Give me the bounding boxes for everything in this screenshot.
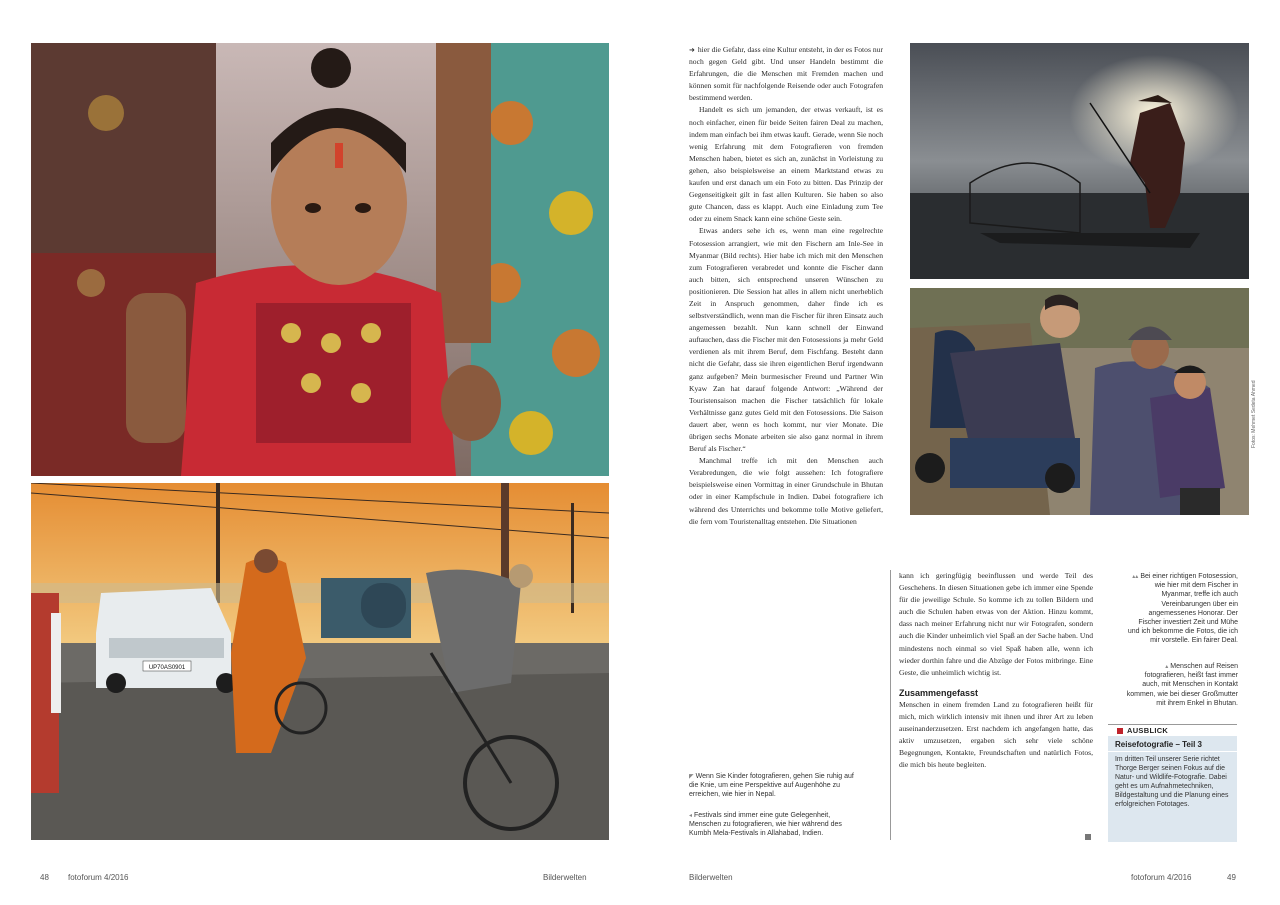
triangle-icon: ▴▴ <box>1132 573 1139 580</box>
paragraph <box>689 44 883 104</box>
photo-credit: Fotos: Mehmet Sedeta Ahmed <box>1251 380 1257 448</box>
folio-magazine-left: fotoforum 4/2016 <box>68 873 129 882</box>
column-divider <box>890 570 891 840</box>
paragraph-text: hier die Gefahr, dass eine Kultur entsteht, in der es Fotos nur noch gegen Geld gibt. Und unser Handeln bestimmt die Erfahrungen, die die Menschen mit Fremden machen und können somit für nachfolgende Reisende oder auch Fotografen bestimmend werden. <box>689 45 883 103</box>
photo-girl-nepal <box>31 43 609 476</box>
folio-section-right: Bilderwelten <box>689 873 733 882</box>
photo-inle-fisherman <box>910 43 1249 279</box>
caption-children <box>689 772 859 800</box>
preview-title: Reisefotografie – Teil 3 <box>1108 736 1237 752</box>
end-square-icon <box>1085 834 1091 840</box>
triangle-icon: ◂ <box>689 812 693 819</box>
triangle-icon: ◤ <box>689 773 694 780</box>
photo-bhutan-grandmother <box>910 288 1249 515</box>
folio-page-number-right: 49 <box>1227 873 1236 882</box>
preview-box <box>1108 724 1237 842</box>
paragraph: Menschen in einem fremden Land zu fotografieren heißt für mich, mich wirklich intensiv mit ihnen und ihrer Art zu leben auseinanderzusetzen. Erst nachdem ich angefangen hatte, das aktiv umzusetzen, ergaben sich sehr viele schöne Begegnungen, Kontakte, Freundschaften und natürlich Fotos, die mich bis heute begleiten. <box>899 699 1093 770</box>
caption-children-text: Wenn Sie Kinder fotografieren, gehen Sie ruhig auf die Knie, um eine Perspektive auf Augenhöhe zu erreichen, wie hier in Nepal. <box>689 773 854 799</box>
folio-section-left: Bilderwelten <box>543 873 587 882</box>
caption-festival-text: Festivals sind immer eine gute Gelegenheit, Menschen zu fotografieren, wie hier während des Kumbh Mela-Festivals in Allahabad, Indien. <box>689 812 842 838</box>
caption-grandmother-text: Menschen auf Reisen fotografieren, heißt fast immer auch, mit Menschen in Kontakt kommen, wie bei dieser Großmutter mit ihrem Enkel in Bhutan. <box>1126 663 1238 707</box>
paragraph: kann ich geringfügig beeinflussen und werde Teil des Geschehens. In diesen Situationen gebe ich immer eine Spende für die jeweilige Schule. So komme ich zu tollen Bildern und auch die Schulen haben etwas von der Aktion. Hinzu kommt, dass nach meiner Erfahrung nicht nur wir Fotografen, sondern auch die Kinder unheimlich viel Spaß an der Sache haben. Und mindestens noch einmal so viel Spaß haben alle, wenn ich wieder dorthin fahre und die Abzüge der Fotos mitbringe. Eine Geste, die unheimlich wichtig ist. <box>899 571 1093 677</box>
caption-fisherman-text: Bei einer richtigen Fotosession, wie hier mit dem Fischer in Myanmar, treffe ich auch Vereinbarungen über ein angemessenes Honorar. Der Fischer investiert Zeit und Mühe und ich bekomme die Fotos, die ich mir vorstelle. Ein fairer Deal. <box>1127 573 1238 645</box>
preview-kicker: AUSBLICK <box>1127 726 1169 735</box>
subheading: Zusammengefasst <box>899 687 979 698</box>
article-column-2 <box>899 570 1093 771</box>
folio-magazine-right: fotoforum 4/2016 <box>1131 873 1192 882</box>
folio-page-number-left: 48 <box>40 873 49 882</box>
paragraph: Handelt es sich um jemanden, der etwas verkauft, ist es noch einfacher, einen für beide Seiten fairen Deal zu machen, indem man einfach bei ihm etwas kauft. Gerade, wenn Sie noch wenig Erfahrung mit dem Fotografieren von fremden Menschen haben, bietet es sich an, zunächst in Vorleistung zu gehen, also beispielsweise an einem Marktstand etwas zu kaufen und erst danach um ein Foto zu bitten. Das Prinzip der Gegenseitigkeit gilt in fast allen Kulturen. Sie haben so also gute Chancen, dass es klappt. Auch eine Einladung zum Tee oder zu einem Snack kann eine schöne Geste sein. <box>689 105 883 224</box>
paragraph: Etwas anders sehe ich es, wenn man eine regelrechte Fotosession arrangiert, wie mit den Fischern am Inle-See in Myanmar (Bild rechts). Hier habe ich mich mit den Menschen zum Fotografieren verabredet und konnte die Fischer dann auch bitten, sich entsprechend unseren Wünschen zu positionieren. Die Session hat alles in allem nicht unerheblich Zeit in Anspruch genommen, daher finde ich es selbstverständlich, wenn man die Fischer für ihren Einsatz auch angemessen bezahlt. Nun kann schnell der Einwand auftauchen, dass die Fischer mit den Fotosessions ja mehr Geld verdienen als mit ihrem Beruf, dem Fischfang. Besteht dann nicht die Gefahr, dass sie ihren eigentlichen Beruf irgendwann ganz aufgeben? Mein burmesischer Freund und Partner Win Kyaw Zan hat darauf folgende Antwort: „Während der Touristensaison machen die Fischer tatsächlich für lokale Verhältnisse ganz gutes Geld mit den Fotosessions. Die Saison dauert aber, wenn es hoch kommt, nur vier Monate. Die übrigen sechs Monate arbeiten sie also ganz normal in ihrem Beruf als Fischer.“ <box>689 226 883 454</box>
preview-text: Im dritten Teil unserer Serie richtet Thorge Berger seinen Fokus auf die Natur- und Wildlife-Fotografie. Dabei geht es um Aufnahmetechniken, Bildgestaltung und die Planung eines erfolgreichen Fototages. <box>1115 756 1229 809</box>
arrow-right-icon: ➜ <box>689 46 695 54</box>
photo-kumbh-mela <box>31 483 609 840</box>
article-column-1 <box>689 44 883 528</box>
paragraph: Manchmal treffe ich mit den Menschen auch Verabredungen, die wie folgt aussehen: Ich fotografiere beispielsweise einen Vormittag in einer Grundschule in Bhutan oder in einer Kampfschule in Indien. Dabei fotografiere ich während des Unterrichts und bekomme tolle Motive geliefert, die fern vom Touristenalltag entstehen. Die Situationen <box>689 456 883 526</box>
preview-box-header <box>1108 724 1237 736</box>
caption-festival <box>689 811 859 839</box>
caption-grandmother <box>1126 662 1238 708</box>
red-square-icon <box>1117 728 1123 734</box>
caption-fisherman <box>1126 572 1238 646</box>
license-plate: UP70AS0901 <box>148 665 186 671</box>
triangle-icon: ▴ <box>1165 663 1169 670</box>
